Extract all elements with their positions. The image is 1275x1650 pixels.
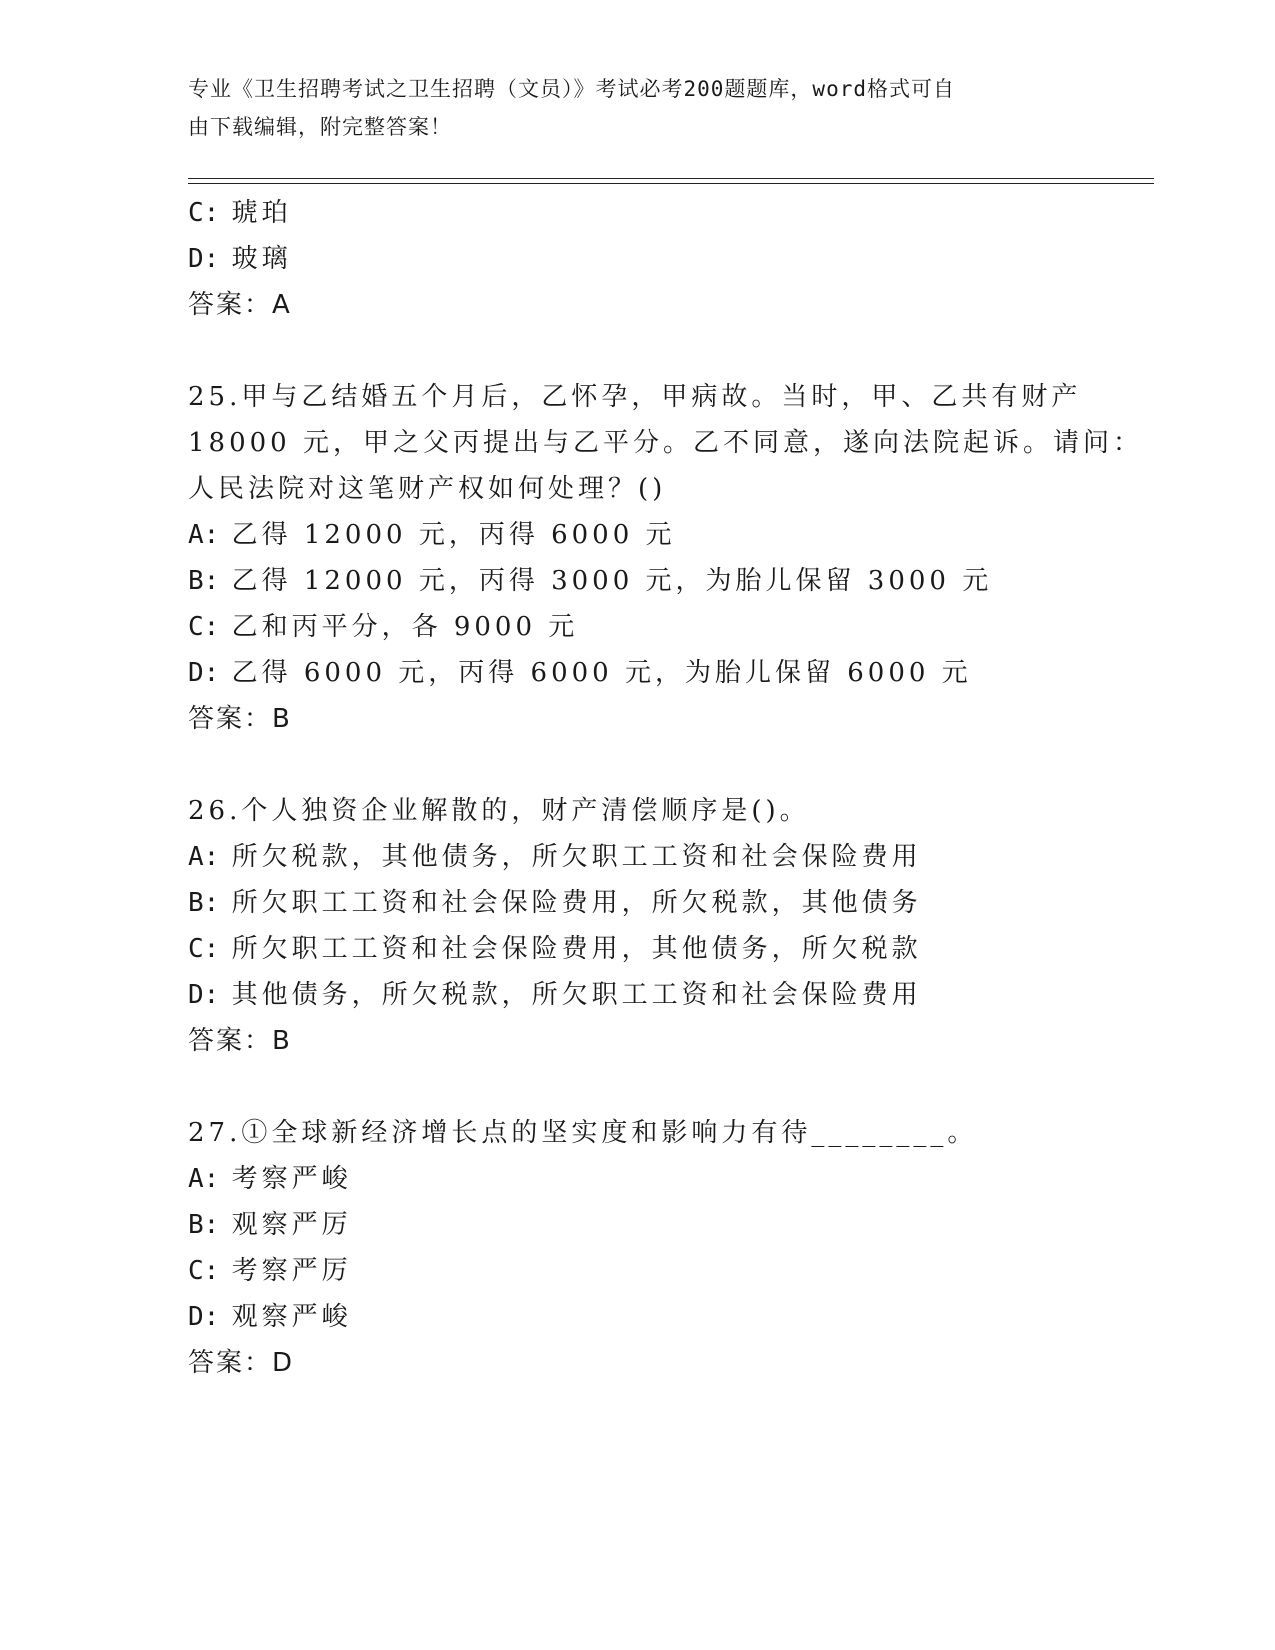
question-stem-line: 27.①全球新经济增长点的坚实度和影响力有待________。: [188, 1118, 978, 1148]
option-row: [188, 880, 1088, 926]
option-letter: C:: [188, 1256, 220, 1286]
option-row: [188, 926, 1088, 972]
option-row: [188, 1202, 1088, 1248]
option-letter: A:: [188, 520, 220, 550]
option-letter: D:: [188, 658, 220, 688]
spacer: [188, 1064, 1088, 1110]
option-letter: A:: [188, 842, 220, 872]
option-letter: D:: [188, 1302, 220, 1332]
option-text: 所欠职工工资和社会保险费用，所欠税款，其他债务: [231, 888, 922, 918]
option-letter: D:: [188, 980, 220, 1010]
option-text: 考察严峻: [231, 1164, 352, 1194]
option-text: 观察严峻: [231, 1302, 352, 1332]
spacer: [188, 742, 1088, 788]
header-divider-top: [188, 178, 1154, 179]
option-letter: C:: [188, 612, 220, 642]
option-letter: B:: [188, 566, 220, 596]
document-body: [188, 190, 1143, 1386]
question-27: [188, 1110, 1088, 1386]
option-letter: A:: [188, 1164, 220, 1194]
answer-line: 答案：A: [188, 290, 292, 320]
question-stem-line: 26.个人独资企业解散的，财产清偿顺序是()。: [188, 796, 810, 826]
answer-line: 答案：B: [188, 1026, 292, 1056]
header-line-1: 专业《卫生招聘考试之卫生招聘（文员）》考试必考200题题库，word格式可自: [188, 77, 955, 101]
option-row: [188, 512, 1088, 558]
option-row: [188, 1248, 1088, 1294]
option-letter: D:: [188, 244, 220, 274]
document-header: [188, 70, 1068, 146]
question-24-continued: [188, 190, 1088, 328]
header-line-2: 由下载编辑，附完整答案！: [188, 115, 452, 139]
option-text: 乙和丙平分，各 9000 元: [231, 612, 579, 642]
option-row: [188, 558, 1088, 604]
option-text: 玻璃: [231, 244, 292, 274]
option-row: [188, 604, 1088, 650]
question-26: [188, 788, 1088, 1064]
option-text: 所欠税款，其他债务，所欠职工工资和社会保险费用: [231, 842, 922, 872]
option-letter: B:: [188, 888, 220, 918]
option-text: 乙得 12000 元，丙得 6000 元: [231, 520, 676, 550]
option-row: [188, 972, 1088, 1018]
option-text: 所欠职工工资和社会保险费用，其他债务，所欠税款: [231, 934, 922, 964]
option-letter: B:: [188, 1210, 220, 1240]
option-text: 考察严厉: [231, 1256, 352, 1286]
option-row: [188, 1156, 1088, 1202]
question-stem-line: 人民法院对这笔财产权如何处理？(): [188, 474, 667, 504]
option-row: [188, 190, 1088, 236]
question-stem-line: 25.甲与乙结婚五个月后，乙怀孕，甲病故。当时，甲、乙共有财产: [188, 382, 1082, 412]
option-text: 琥珀: [231, 198, 292, 228]
spacer: [188, 328, 1088, 374]
option-letter: C:: [188, 198, 220, 228]
option-row: [188, 1294, 1088, 1340]
answer-line: 答案：D: [188, 1348, 295, 1378]
option-row: [188, 650, 1088, 696]
option-text: 其他债务，所欠税款，所欠职工工资和社会保险费用: [231, 980, 922, 1010]
option-row: [188, 236, 1088, 282]
question-25: [188, 374, 1143, 742]
option-letter: C:: [188, 934, 220, 964]
question-stem-line: 18000 元，甲之父丙提出与乙平分。乙不同意，遂向法院起诉。请问：: [188, 428, 1143, 458]
header-divider-bottom: [188, 183, 1154, 184]
option-text: 乙得 12000 元，丙得 3000 元，为胎儿保留 3000 元: [231, 566, 993, 596]
option-text: 观察严厉: [231, 1210, 352, 1240]
option-text: 乙得 6000 元，丙得 6000 元，为胎儿保留 6000 元: [231, 658, 972, 688]
option-row: [188, 834, 1088, 880]
answer-line: 答案：B: [188, 704, 292, 734]
